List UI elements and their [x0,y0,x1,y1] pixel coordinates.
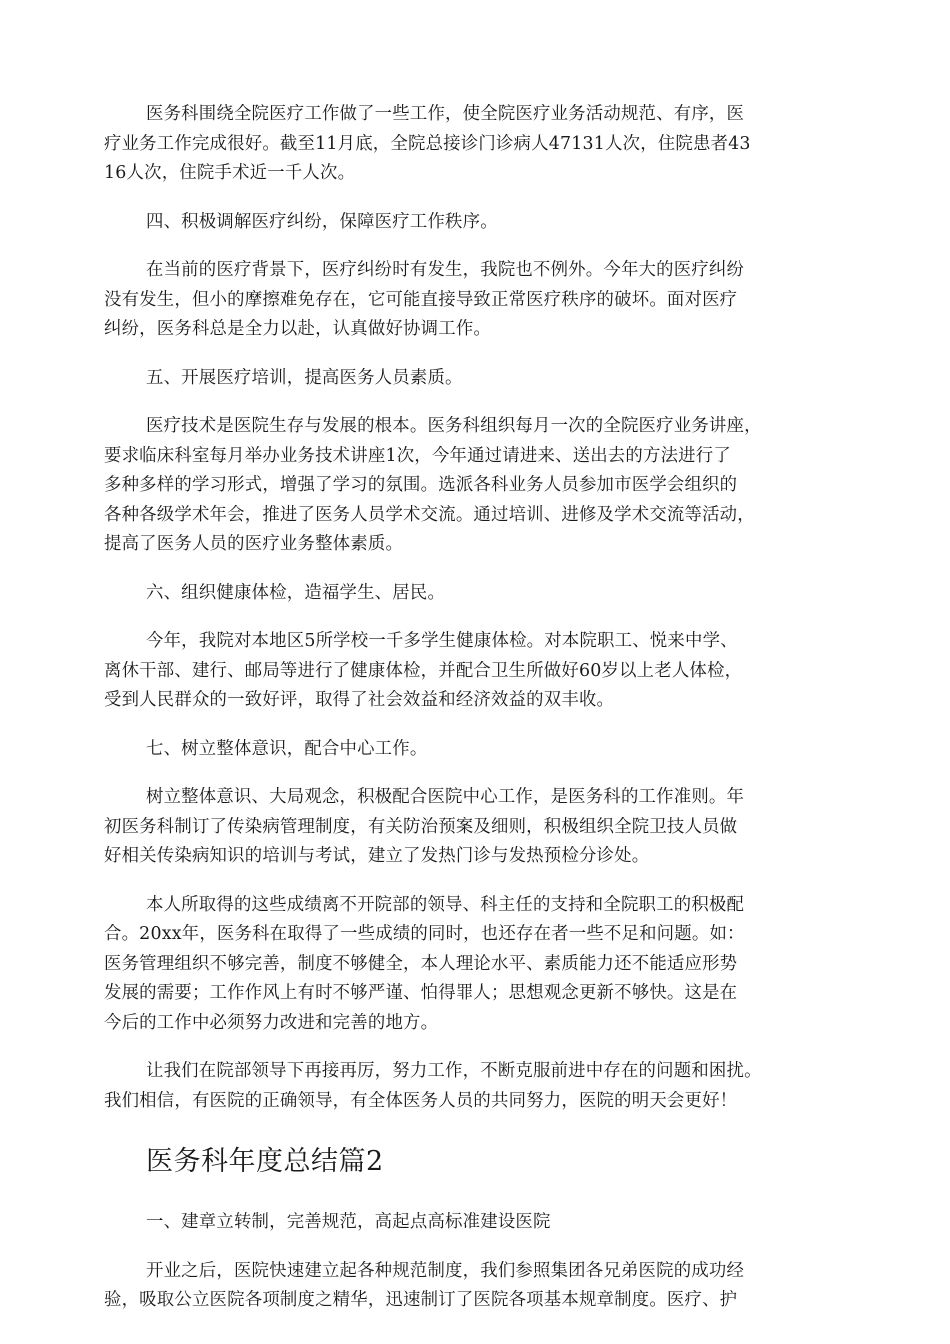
paragraph-opening-rules: 开业之后，医院快速建立起各种规范制度，我们参照集团各兄弟医院的成功经 验，吸取公立医院各项制度之精华，迅速制订了医院各项基本规章制度。医疗、护 [104,1260,745,1310]
section-heading-6: 六、组织健康体检，造福学生、居民。 [146,582,446,603]
article-title: 医务科年度总结篇2 [146,1146,384,1177]
section-heading-5: 五、开展医疗培训，提高医务人员素质。 [146,367,463,388]
document-page [104,100,850,1316]
section-heading-7: 七、树立整体意识，配合中心工作。 [146,738,428,759]
paragraph-overall-awareness: 树立整体意识、大局观念，积极配合医院中心工作，是医务科的工作准则。年 初医务科制订了传染病管理制度，有关防治预案及细则，积极组织全院卫技人员做 好相关传染病知识的培训与考试，建立了发热门诊与发热预检分诊处。 [104,787,745,866]
paragraph-outpatient-stats: 医务科围绕全院医疗工作做了一些工作，使全院医疗业务活动规范、有序，医 疗业务工作完成很好。截至11月底，全院总接诊门诊病人47131人次，住院患者43 16人次，住院手术近一千人次。 [104,104,751,183]
section-heading-4: 四、积极调解医疗纠纷，保障医疗工作秩序。 [146,211,498,232]
paragraph-health-checkups: 今年，我院对本地区5所学校一千多学生健康体检。对本院职工、悦来中学、 离休干部、建行、邮局等进行了健康体检，并配合卫生所做好60岁以上老人体检， 受到人民群众的一致好评，取得了社会效益和经济效益的双丰收。 [104,631,743,710]
paragraph-medical-disputes: 在当前的医疗背景下，医疗纠纷时有发生，我院也不例外。今年大的医疗纠纷 没有发生，但小的摩擦难免存在，它可能直接导致正常医疗秩序的破坏。面对医疗 纠纷，医务科总是全力以赴，认真做好协调工作。 [104,260,745,339]
section-heading-1: 一、建章立转制，完善规范，高起点高标准建设医院 [146,1212,551,1232]
paragraph-achievements-shortcomings: 本人所取得的这些成绩离不开院部的领导、科主任的支持和全院职工的积极配 合。20xx年，医务科在取得了一些成绩的同时，也还存在者一些不足和问题。如： 医务管理组织不够完善，制度不够健全，本人理论水平、素质能力还不能适应形势 发展的需要；工作作风上有时不够严谨、怕得罪人；思想观念更新不够快。这是在 今后的工作中必须努力改进和完善的地方。 [104,894,745,1033]
paragraph-closing: 让我们在院部领导下再接再厉，努力工作，不断克服前进中存在的问题和困扰。 我们相信，有医院的正确领导，有全体医务人员的共同努力，医院的明天会更好！ [104,1061,762,1111]
paragraph-medical-training: 医疗技术是医院生存与发展的根本。医务科组织每月一次的全院医疗业务讲座， 要求临床科室每月举办业务技术讲座1次，今年通过请进来、送出去的方法进行了 多种多样的学习形式，增强了学习的氛围。选派各科业务人员参加市医学会组织的 各种各级学术年会，推进了医务人员学术交流。通过培训、进修及学术交流等活动， 提高了医务人员的医疗业务整体素质。 [104,416,762,554]
